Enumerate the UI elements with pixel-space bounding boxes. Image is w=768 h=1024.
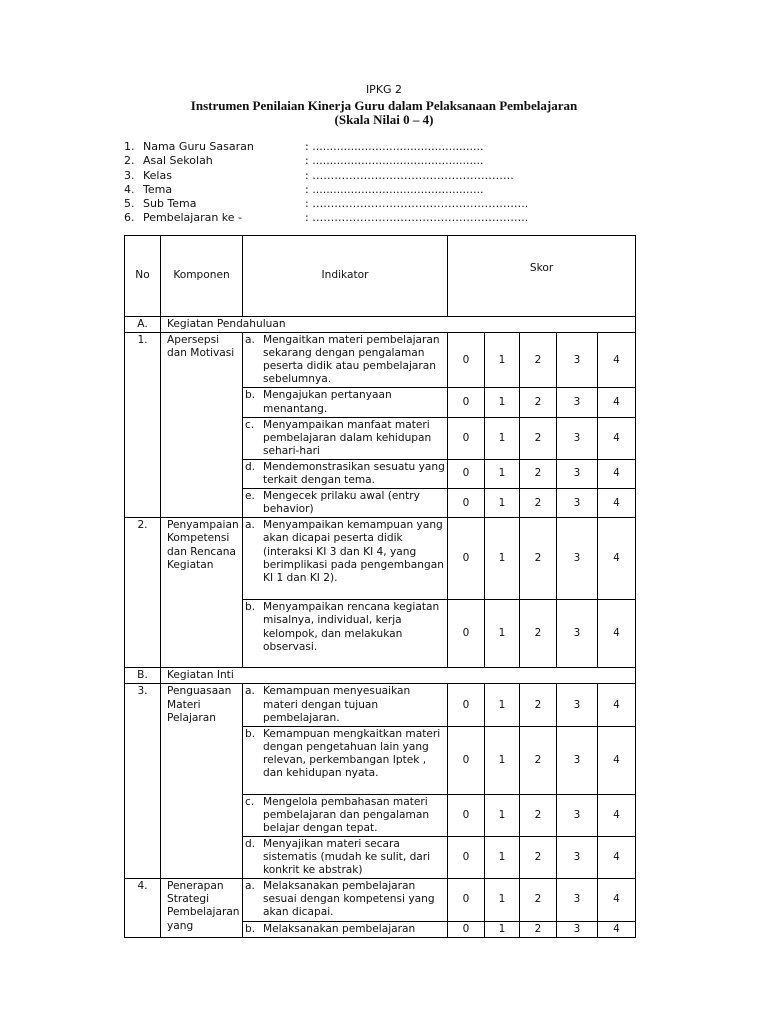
section-row [125,317,636,333]
score-option-3[interactable]: 3 [557,388,598,417]
indicator [245,519,445,584]
indicator-cell [243,417,448,459]
score-option-3[interactable]: 3 [557,726,598,794]
score-option-0[interactable]: 0 [448,600,485,668]
score-scale-note: (Skala Nilai 0 – 4) [334,112,434,127]
section-letter: A. [125,317,161,333]
score-option-1[interactable]: 1 [485,518,520,600]
score-option-0[interactable]: 0 [448,417,485,459]
field-value-blank[interactable]: : ………………………………………………. [305,168,514,182]
score-option-2[interactable]: 2 [520,333,557,388]
score-option-1[interactable]: 1 [485,333,520,388]
score-option-4[interactable]: 4 [598,333,636,388]
table-row [125,518,636,600]
indicator-cell [243,684,448,726]
score-option-0[interactable]: 0 [448,388,485,417]
score-option-0[interactable]: 0 [448,794,485,836]
indicator-letter: b. [245,601,256,614]
section-title: Kegiatan Pendahuluan [161,317,636,333]
score-option-1[interactable]: 1 [485,459,520,488]
score-option-4[interactable]: 4 [598,600,636,668]
score-option-4[interactable]: 4 [598,489,636,518]
score-option-2[interactable]: 2 [520,459,557,488]
indicator-letter: b. [245,922,256,935]
score-option-2[interactable]: 2 [520,684,557,726]
indicator-text: Kemampuan mengkaitkan materi dengan pengetahuan lain yang relevan, perkembangan Iptek , dan kehidupan nyata. [263,727,441,779]
indicator [245,601,445,653]
indicator-letter: b. [245,389,256,402]
indicator-letter: a. [245,685,255,698]
indicator [245,796,445,835]
section-title: Kegiatan Inti [161,668,636,684]
indicator [245,685,445,724]
field-number: 4. [124,182,135,196]
indicator-cell [243,794,448,836]
indicator-letter: d. [245,837,256,850]
indicator-letter: a. [245,334,255,347]
score-option-2[interactable]: 2 [520,518,557,600]
indicator [245,728,445,780]
indicator-cell [243,600,448,668]
indicator-text: Menyampaikan manfaat materi pembelajaran dalam kehidupan sehari-hari [263,418,432,457]
indicator [245,880,445,919]
score-option-3[interactable]: 3 [557,836,598,878]
field-number: 1. [124,140,135,153]
indicator-text: Melaksanakan pembelajaran sesuai dengan kompetensi yang akan dicapai. [263,880,435,919]
indicator [245,389,445,415]
section-letter: B. [125,668,161,684]
table-header-row [125,236,636,317]
document-code: IPKG 2 [365,83,403,96]
indicator-text: Mengelola pembahasan materi pembelajaran dan pengalaman belajar dengan tepat. [263,795,430,834]
document-title: Instrumen Penilaian Kinerja Guru dalam Pelaksanaan Pembelajaran [190,98,578,113]
score-option-2[interactable]: 2 [520,836,557,878]
indicator-letter: c. [245,418,255,431]
score-option-2[interactable]: 2 [520,879,557,921]
score-option-3[interactable]: 3 [557,459,598,488]
score-option-1[interactable]: 1 [485,417,520,459]
field-label: Tema [143,182,173,196]
indicator-letter: a. [245,519,255,532]
score-option-4[interactable]: 4 [598,726,636,794]
field-number: 2. [124,154,135,168]
field-value-blank[interactable]: : ………………………………………………….. [305,211,529,225]
score-option-3[interactable]: 3 [557,921,598,937]
score-option-0[interactable]: 0 [448,684,485,726]
component-number: 3. [125,684,161,879]
indicator-cell [243,489,448,518]
indicator-text: Mendemonstrasikan sesuatu yang terkait dengan tema. [263,460,445,487]
section-row [125,668,636,684]
score-option-2[interactable]: 2 [520,794,557,836]
indicator-cell [243,518,448,600]
field-label: Sub Tema [143,197,197,211]
score-option-1[interactable]: 1 [485,388,520,417]
score-option-3[interactable]: 3 [557,333,598,388]
score-option-1[interactable]: 1 [485,836,520,878]
score-option-3[interactable]: 3 [557,600,598,668]
component-name: Penerapan Strategi Pembelajaran yang [161,879,243,937]
header-score: Skor [448,236,636,317]
component-name: Penguasaan Materi Pelajaran [161,684,243,879]
score-option-2[interactable]: 2 [520,489,557,518]
indicator-cell [243,459,448,488]
assessment-table [124,235,636,938]
field-number: 6. [124,211,135,225]
score-option-4[interactable]: 4 [598,417,636,459]
score-option-2[interactable]: 2 [520,726,557,794]
score-option-0[interactable]: 0 [448,921,485,937]
indicator [245,838,445,877]
score-option-1[interactable]: 1 [485,600,520,668]
field-number: 5. [124,197,135,211]
score-option-4[interactable]: 4 [598,794,636,836]
score-option-1[interactable]: 1 [485,726,520,794]
score-option-0[interactable]: 0 [448,459,485,488]
indicator-cell [243,921,448,937]
score-option-0[interactable]: 0 [448,518,485,600]
indicator-text: Kemampuan menyesuaikan materi dengan tujuan pembelajaran. [263,685,411,724]
indicator [245,461,445,487]
indicator-cell [243,836,448,878]
score-option-3[interactable]: 3 [557,417,598,459]
score-option-0[interactable]: 0 [448,836,485,878]
score-option-3[interactable]: 3 [557,684,598,726]
indicator [245,490,445,516]
score-option-4[interactable]: 4 [598,836,636,878]
score-option-3[interactable]: 3 [557,518,598,600]
indicator [245,923,445,936]
indicator-text: Mengajukan pertanyaan menantang. [263,389,392,415]
score-option-4[interactable]: 4 [598,388,636,417]
score-option-3[interactable]: 3 [557,794,598,836]
indicator-cell [243,879,448,921]
score-option-1[interactable]: 1 [485,684,520,726]
score-option-1[interactable]: 1 [485,794,520,836]
score-option-0[interactable]: 0 [448,489,485,518]
score-option-4[interactable]: 4 [598,879,636,921]
field-label: Pembelajaran ke - [143,211,243,225]
table-row [125,684,636,726]
field-value-blank[interactable]: : ................................................. [305,154,484,168]
field-number: 3. [124,168,135,182]
score-option-1[interactable]: 1 [485,921,520,937]
header-indicator: Indikator [243,236,448,317]
component-number: 2. [125,518,161,668]
score-option-3[interactable]: 3 [557,879,598,921]
indicator [245,334,445,386]
field-label: Kelas [143,168,172,182]
score-option-2[interactable]: 2 [520,921,557,937]
field-value-blank[interactable]: : ................................................. [305,182,484,196]
indicator-text: Melaksanakan pembelajaran [263,922,416,935]
component-name: Penyampaian Kompetensi dan Rencana Kegiatan [161,518,243,668]
component-number: 1. [125,333,161,518]
indicator-text: Menyampaikan kemampuan yang akan dicapai peserta didik (interaksi KI 3 dan KI 4, yang berimplikasi pada pengembangan KI 1 dan KI 2). [263,519,444,584]
score-option-2[interactable]: 2 [520,417,557,459]
score-option-0[interactable]: 0 [448,726,485,794]
indicator-letter: c. [245,795,255,808]
score-option-2[interactable]: 2 [520,600,557,668]
indicator-letter: e. [245,490,255,503]
score-option-2[interactable]: 2 [520,388,557,417]
indicator-text: Mengecek prilaku awal (entry behavior) [263,490,420,516]
indicator-letter: b. [245,727,256,740]
score-option-4[interactable]: 4 [598,518,636,600]
component-number: 4. [125,879,161,937]
indicator-cell [243,726,448,794]
score-option-4[interactable]: 4 [598,684,636,726]
indicator-text: Menyajikan materi secara sistematis (mudah ke sulit, dari konkrit ke abstrak) [263,837,431,877]
indicator-letter: d. [245,460,256,473]
table-row [125,333,636,388]
indicator-cell [243,388,448,417]
indicator-cell [243,333,448,388]
field-label: Asal Sekolah [143,154,213,168]
indicator-text: Menyampaikan rencana kegiatan misalnya, individual, kerja kelompok, dan melakukan observasi. [263,601,440,653]
score-option-4[interactable]: 4 [598,921,636,937]
header-no: No [125,236,161,317]
field-value-blank[interactable]: : ................................................. [305,140,484,153]
score-option-4[interactable]: 4 [598,459,636,488]
header-component: Komponen [161,236,243,317]
indicator [245,419,445,458]
field-value-blank[interactable]: : ………………………………………………….. [305,197,529,211]
component-name: Apersepsi dan Motivasi [161,333,243,518]
table-row [125,879,636,921]
score-option-1[interactable]: 1 [485,879,520,921]
field-label: Nama Guru Sasaran [143,140,254,153]
indicator-letter: a. [245,880,255,893]
score-option-3[interactable]: 3 [557,489,598,518]
score-option-0[interactable]: 0 [448,333,485,388]
indicator-text: Mengaitkan materi pembelajaran sekarang dengan pengalaman peserta didik atau pembelajaran sebelumnya. [263,334,440,386]
score-option-0[interactable]: 0 [448,879,485,921]
score-option-1[interactable]: 1 [485,489,520,518]
